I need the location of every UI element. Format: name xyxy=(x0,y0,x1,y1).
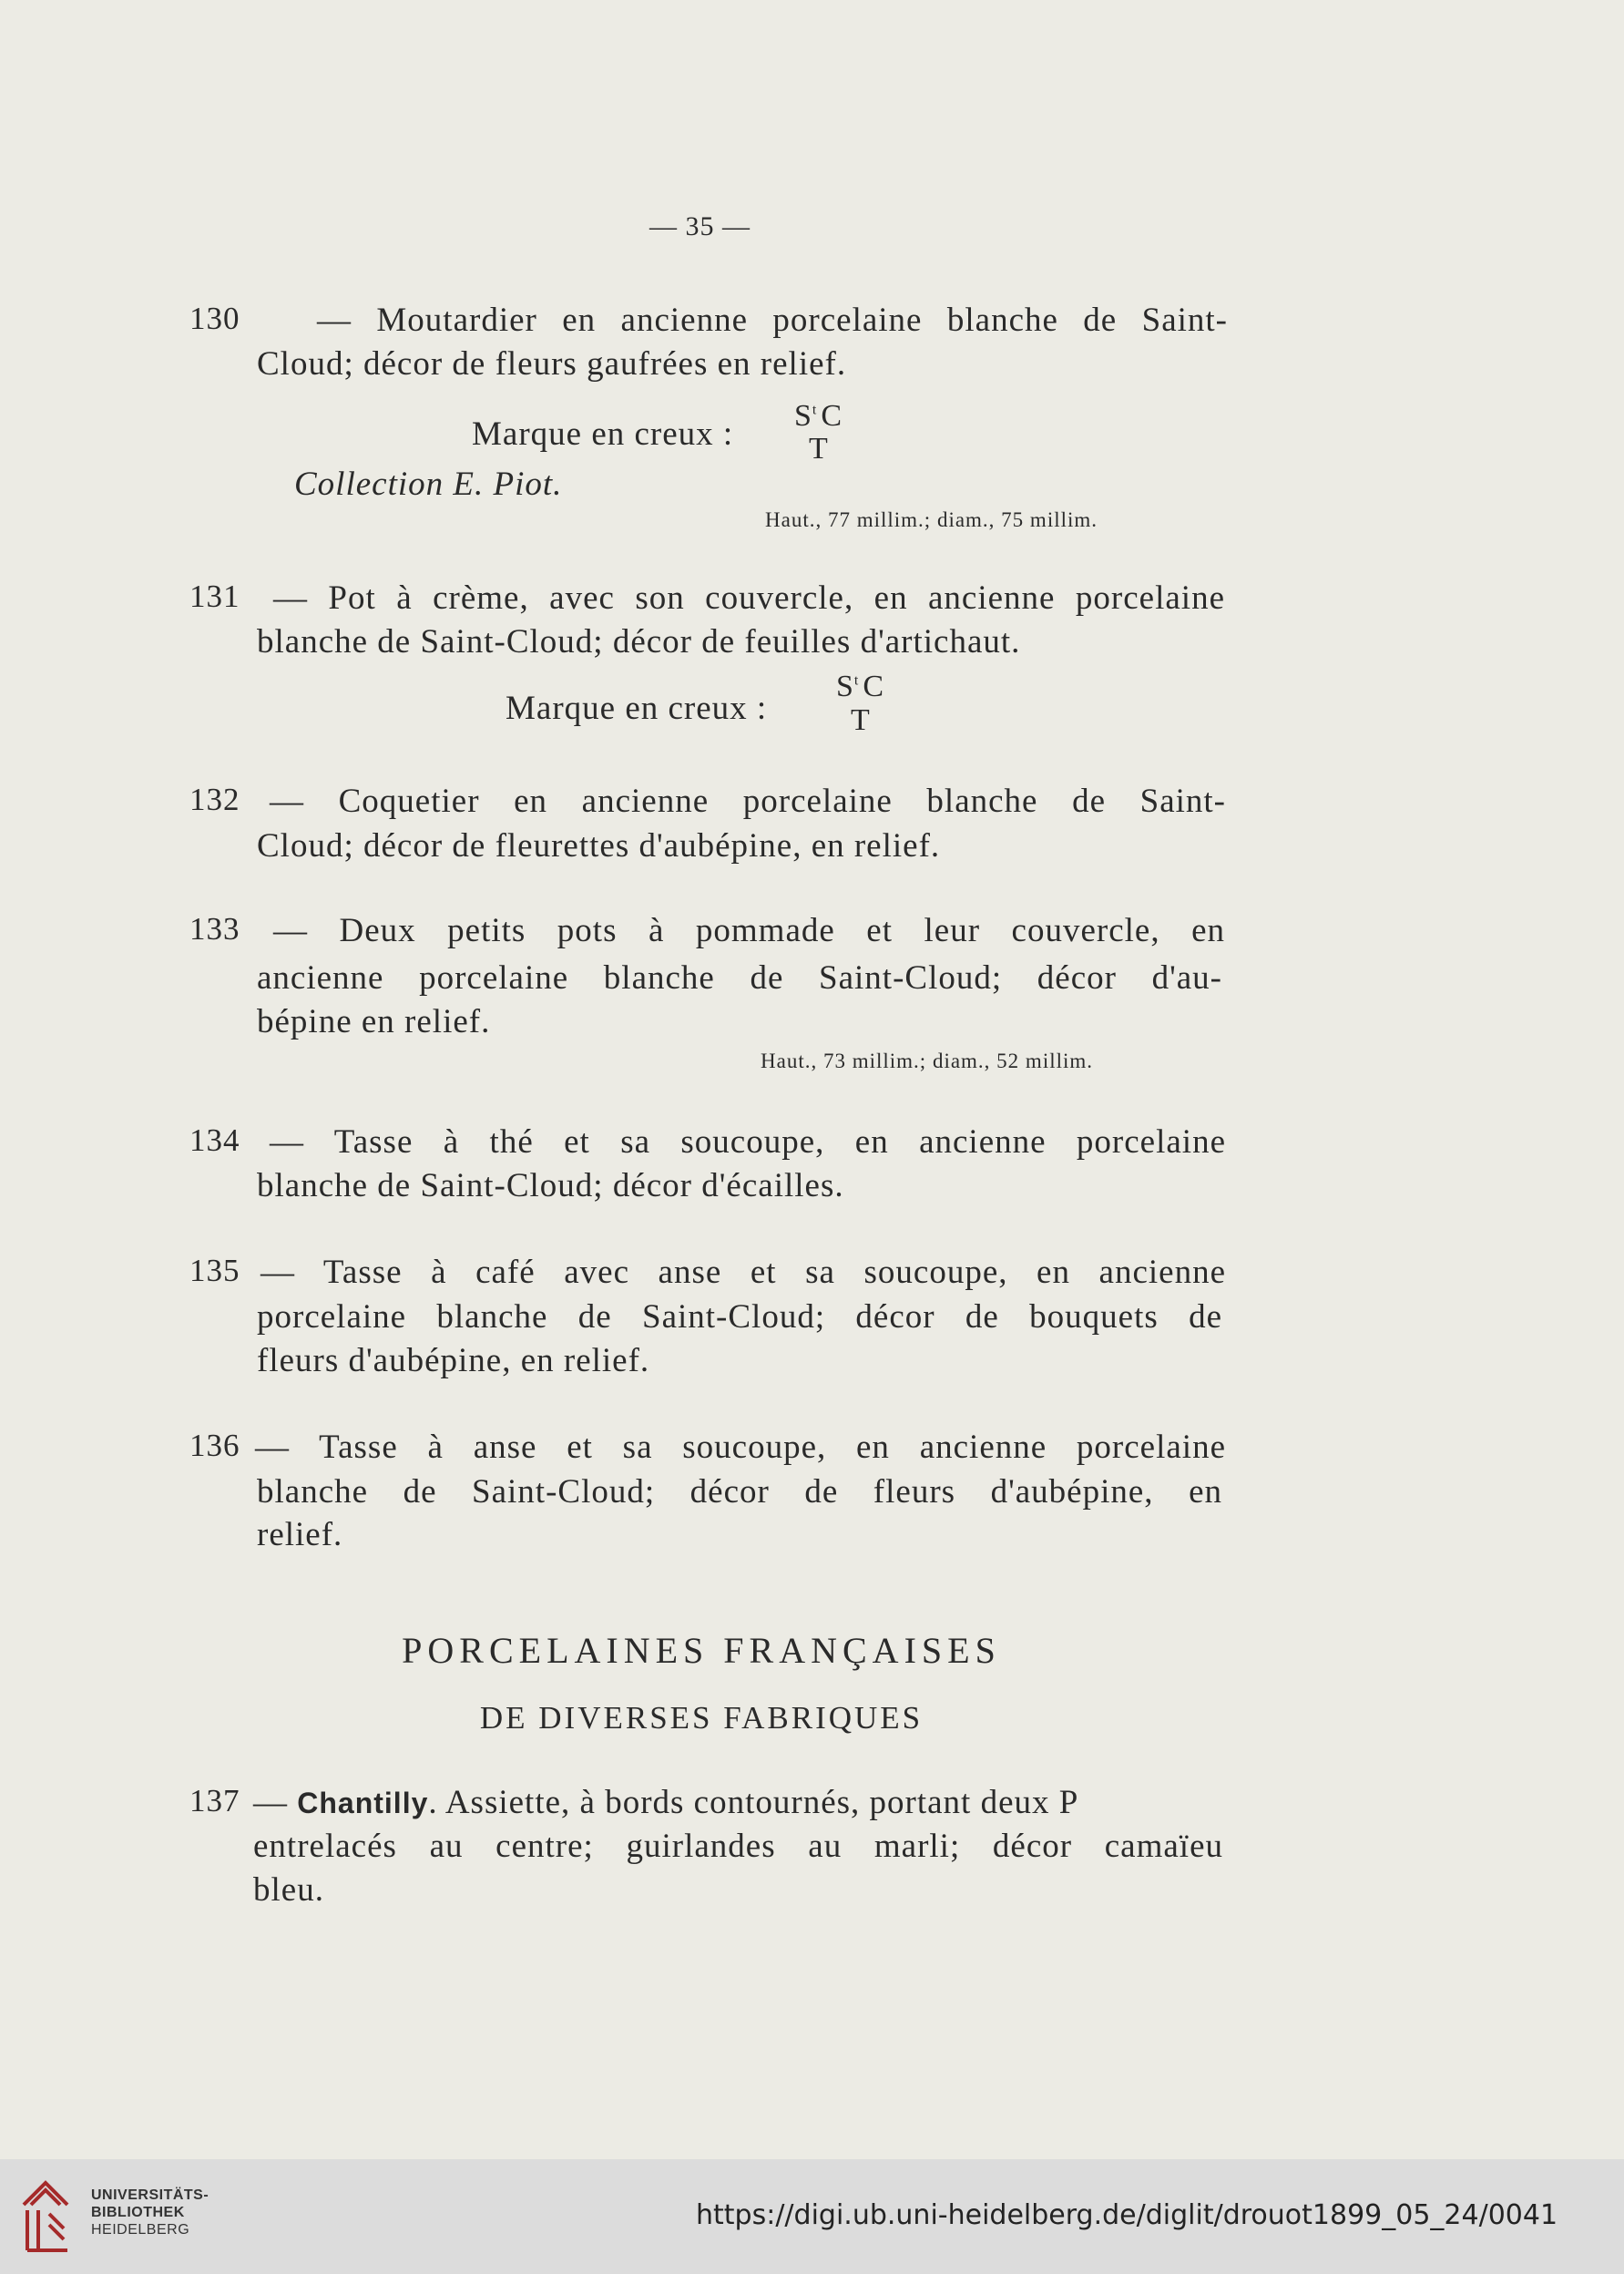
collection-note: Collection E. Piot. xyxy=(294,466,563,503)
entry-text-line: porcelaine blanche de Saint-Cloud; décor de bouquets de xyxy=(257,1298,1222,1336)
mark-symbol-bottom: T xyxy=(809,432,829,466)
mark-label: Marque en creux : xyxy=(472,415,734,453)
entry-number: 131 xyxy=(189,579,240,614)
entry-text-line: — Tasse à café avec anse et sa soucoupe, en ancienne xyxy=(260,1254,1226,1291)
entry-text-line: fleurs d'aubépine, en relief. xyxy=(257,1342,650,1379)
dimensions: Haut., 77 millim.; diam., 75 millim. xyxy=(765,508,1098,531)
entry-number: 135 xyxy=(189,1253,240,1288)
entry-text-line: entrelacés au centre; guirlandes au marli; décor camaïeu xyxy=(253,1828,1223,1865)
entry-text-line: blanche de Saint-Cloud; décor de fleurs d'aubépine, en xyxy=(257,1473,1222,1511)
entry-number: 130 xyxy=(189,301,240,336)
mark-label: Marque en creux : xyxy=(506,690,768,727)
entry-text-line: — Chantilly. Assiette, à bords contournés, portant deux P xyxy=(253,1784,1079,1821)
heidelberg-library-logo-icon xyxy=(18,2177,73,2256)
entry-number: 132 xyxy=(189,782,240,817)
source-url-link[interactable]: https://digi.ub.uni-heidelberg.de/diglit/drouot1899_05_24/0041 xyxy=(696,2199,1558,2231)
entry-text-line: bépine en relief. xyxy=(257,1003,491,1040)
entry-title-bold: Chantilly xyxy=(297,1787,429,1819)
page-number: — 35 — xyxy=(649,211,751,241)
entry-text-line: ancienne porcelaine blanche de Saint-Cloud; décor d'au- xyxy=(257,959,1222,997)
entry-text-line: bleu. xyxy=(253,1871,324,1909)
entry-number: 137 xyxy=(189,1783,240,1818)
entry-number: 136 xyxy=(189,1428,240,1463)
entry-number: 133 xyxy=(189,911,240,947)
section-subheading: DE DIVERSES FABRIQUES xyxy=(479,1700,924,1736)
entry-text-line: — Tasse à thé et sa soucoupe, en ancienne porcelaine xyxy=(270,1123,1226,1161)
section-heading: PORCELAINES FRANÇAISES xyxy=(402,1630,1001,1671)
entry-text-line: Cloud; décor de fleurs gaufrées en relief. xyxy=(257,345,847,383)
mark-symbol-top: $S^t$ C xyxy=(836,670,885,703)
entry-text-line: — Pot à crème, avec son couvercle, en ancienne porcelaine xyxy=(273,579,1225,617)
library-name: UNIVERSITÄTS- BIBLIOTHEK HEIDELBERG xyxy=(91,2187,209,2238)
entry-text-line: blanche de Saint-Cloud; décor de feuilles d'artichaut. xyxy=(257,623,1021,661)
footer-bar xyxy=(0,2159,1624,2274)
entry-text-line: — Tasse à anse et sa soucoupe, en ancienne porcelaine xyxy=(255,1429,1226,1466)
entry-text-line: relief. xyxy=(257,1516,343,1553)
entry-number: 134 xyxy=(189,1122,240,1158)
entry-text-line: — Deux petits pots à pommade et leur couvercle, en xyxy=(273,912,1225,949)
entry-text-line: — Coquetier en ancienne porcelaine blanche de Saint- xyxy=(270,783,1226,820)
entry-text-line: blanche de Saint-Cloud; décor d'écailles. xyxy=(257,1167,844,1204)
entry-text-line: — Moutardier en ancienne porcelaine blanche de Saint- xyxy=(317,302,1228,339)
entry-text-line: Cloud; décor de fleurettes d'aubépine, en relief. xyxy=(257,827,941,865)
mark-symbol-bottom: T xyxy=(851,703,871,737)
dimensions: Haut., 73 millim.; diam., 52 millim. xyxy=(761,1050,1094,1072)
mark-symbol-top: $S^t$ C xyxy=(794,399,843,433)
